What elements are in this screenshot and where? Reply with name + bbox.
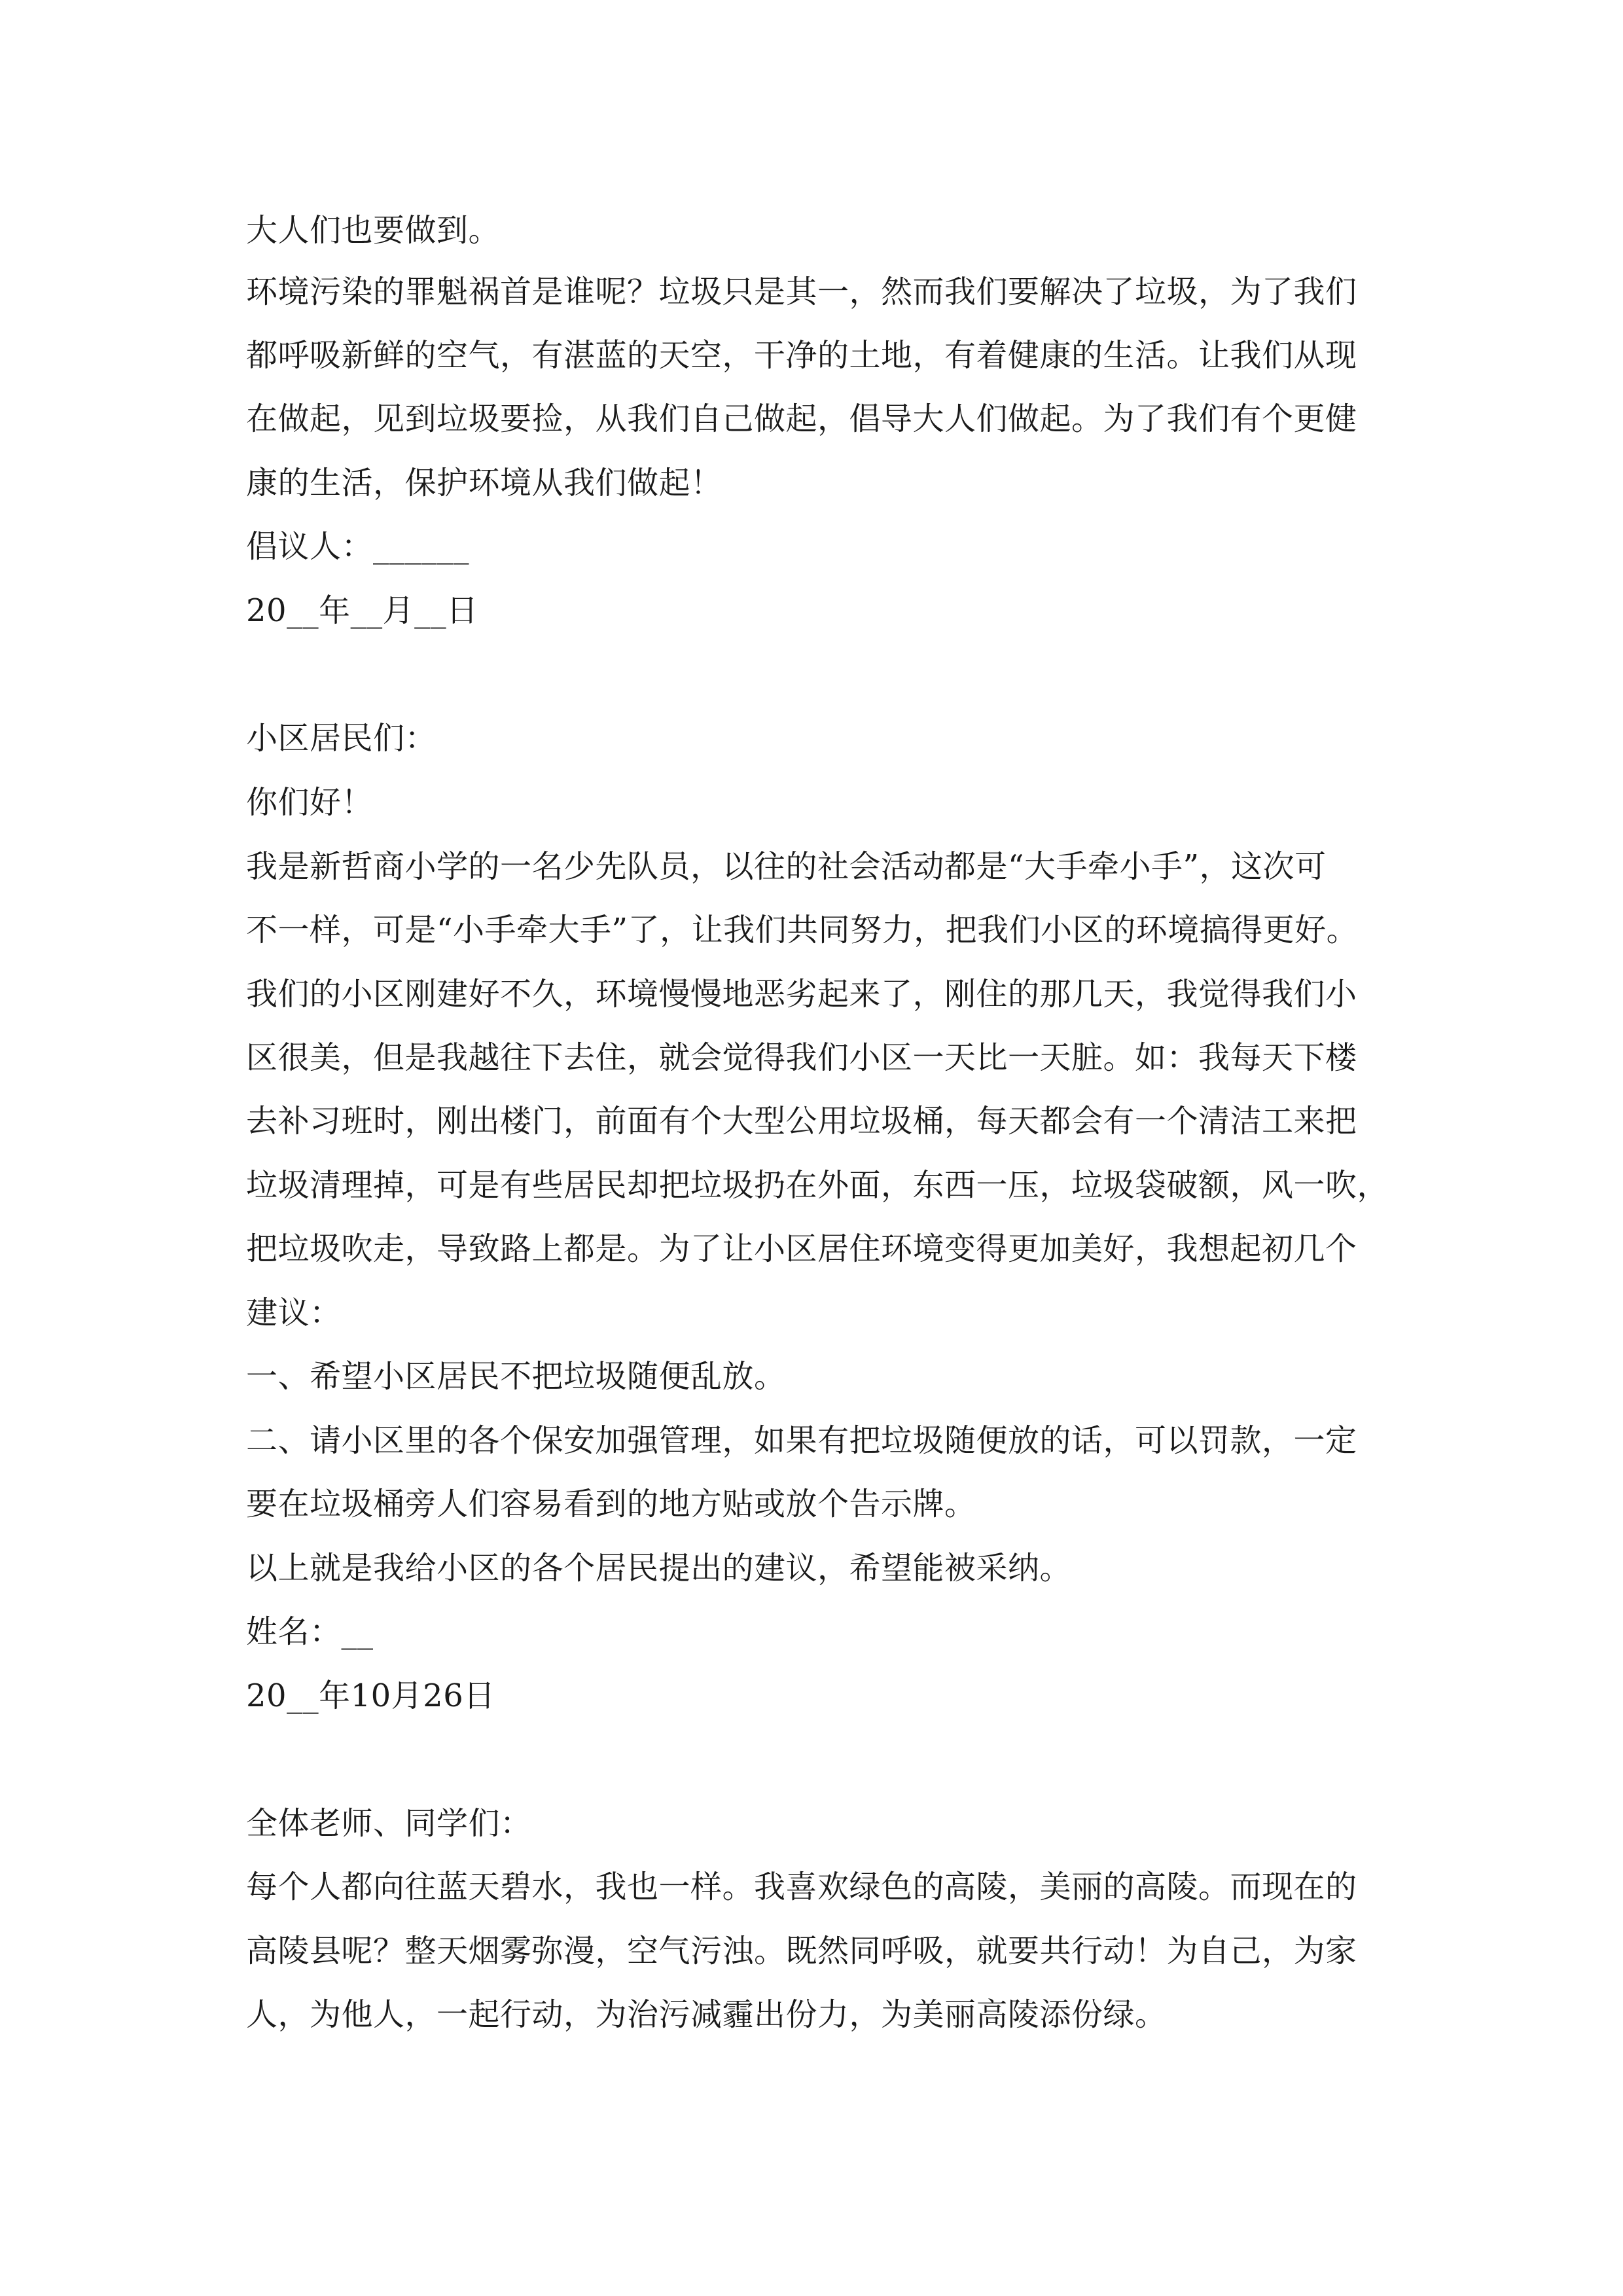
list-item-continuation: 要在垃圾桶旁人们容易看到的地方贴或放个告示牌。 <box>246 1486 976 1522</box>
paragraph-line: 大人们也要做到。 <box>246 212 501 249</box>
paragraph-line: 去补习班时，刚出楼门，前面有个大型公用垃圾桶，每天都会有一个清洁工来把 <box>246 1103 1357 1139</box>
salutation: 全体老师、同学们： <box>246 1805 532 1842</box>
date-line: 20__年__月__日 <box>246 592 478 629</box>
paragraph-line: 都呼吸新鲜的空气，有湛蓝的天空，干净的土地，有着健康的生活。让我们从现 <box>246 337 1357 374</box>
date-line: 20__年10月26日 <box>246 1677 495 1714</box>
paragraph-line: 以上就是我给小区的各个居民提出的建议，希望能被采纳。 <box>246 1550 1072 1587</box>
paragraph-line: 垃圾清理掉，可是有些居民却把垃圾扔在外面，东西一压，垃圾袋破额，风一吹， <box>246 1167 1389 1204</box>
greeting: 你们好！ <box>246 784 374 821</box>
list-item: 一、希望小区居民不把垃圾随便乱放。 <box>246 1358 786 1395</box>
paragraph-line: 区很美，但是我越往下去住，就会觉得我们小区一天比一天脏。如：我每天下楼 <box>246 1039 1357 1076</box>
paragraph-line: 每个人都向往蓝天碧水，我也一样。我喜欢绿色的高陵，美丽的高陵。而现在的 <box>246 1869 1357 1905</box>
salutation: 小区居民们： <box>246 720 437 757</box>
paragraph-line: 不一样，可是“小手牵大手”了，让我们共同努力，把我们小区的环境搞得更好。 <box>246 912 1359 948</box>
paragraph-line: 把垃圾吹走，导致路上都是。为了让小区居住环境变得更加美好，我想起初几个 <box>246 1230 1357 1267</box>
paragraph-line: 环境污染的罪魁祸首是谁呢？垃圾只是其一，然而我们要解决了垃圾，为了我们 <box>246 274 1357 310</box>
signature-line: 倡议人：______ <box>246 528 470 565</box>
paragraph-line: 我是新哲商小学的一名少先队员，以往的社会活动都是“大手牵小手”，这次可 <box>246 848 1327 885</box>
paragraph-line: 我们的小区刚建好不久，环境慢慢地恶劣起来了，刚住的那几天，我觉得我们小 <box>246 976 1357 1013</box>
paragraph-line: 在做起，见到垃圾要捡，从我们自己做起，倡导大人们做起。为了我们有个更健 <box>246 401 1357 437</box>
paragraph-line: 高陵县呢？整天烟雾弥漫，空气污浊。既然同呼吸，就要共行动！为自己，为家 <box>246 1933 1357 1969</box>
paragraph-line: 康的生活，保护环境从我们做起！ <box>246 465 722 501</box>
signature-line: 姓名：__ <box>246 1613 374 1650</box>
list-item: 二、请小区里的各个保安加强管理，如果有把垃圾随便放的话，可以罚款，一定 <box>246 1422 1357 1459</box>
paragraph-line: 人，为他人，一起行动，为治污减霾出份力，为美丽高陵添份绿。 <box>246 1996 1167 2033</box>
paragraph-line: 建议： <box>246 1295 342 1331</box>
